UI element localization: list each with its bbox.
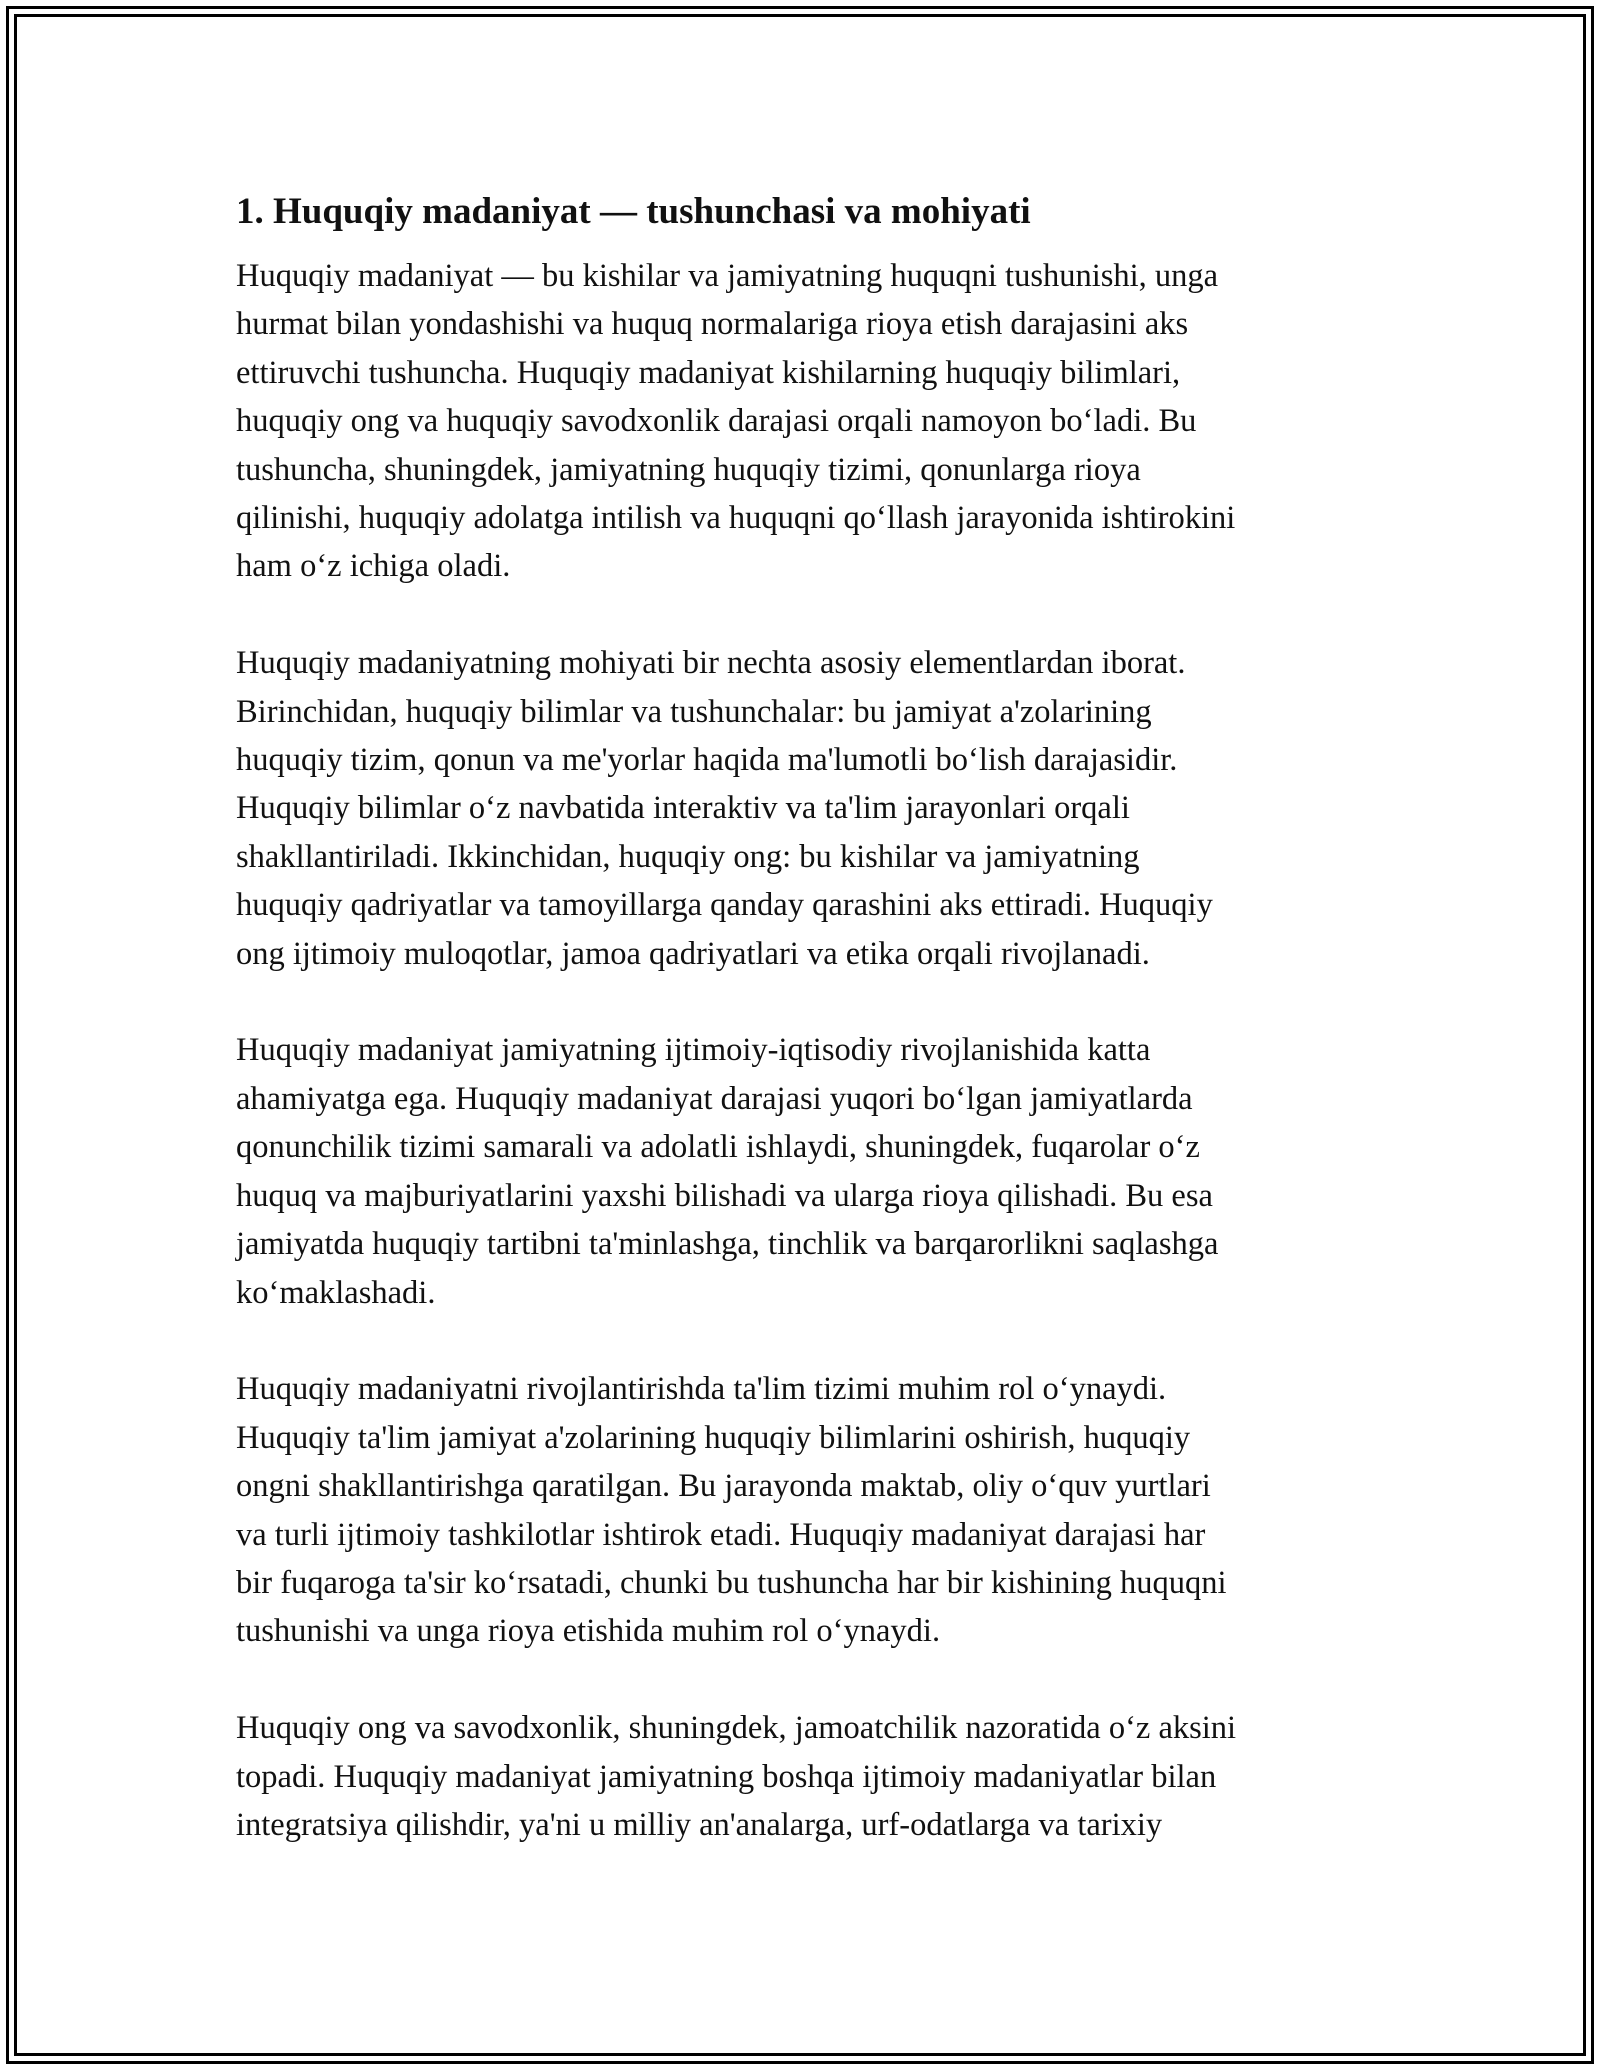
paragraph-line: huquq va majburiyatlarini yaxshi bilishadi va ularga rioya qilishadi. Bu esa (236, 1177, 1213, 1214)
section-heading: 1. Huquqiy madaniyat — tushunchasi va mohiyati (236, 191, 1031, 232)
paragraph-line: tushunishi va unga rioya etishida muhim rol oʻynaydi. (236, 1613, 941, 1650)
paragraph-line: ham oʻz ichiga oladi. (236, 548, 511, 585)
paragraph-line: Huquqiy madaniyatni rivojlantirishda ta'lim tizimi muhim rol oʻynaydi. (236, 1371, 1167, 1408)
paragraph-line: qonunchilik tizimi samarali va adolatli ishlaydi, shuningdek, fuqarolar oʻz (236, 1129, 1200, 1166)
paragraph-line: Huquqiy ta'lim jamiyat a'zolarining huquqiy bilimlarini oshirish, huquqiy (236, 1419, 1191, 1456)
paragraph-line: integratsiya qilishdir, ya'ni u milliy an'analarga, urf-odatlarga va tarixiy (236, 1806, 1163, 1843)
paragraph-list (236, 252, 1376, 1849)
paragraph-line: shakllantiriladi. Ikkinchidan, huquqiy ong: bu kishilar va jamiyatning (236, 838, 1140, 875)
paragraph-line: huquqiy tizim, qonun va me'yorlar haqida ma'lumotli boʻlish darajasidir. (236, 742, 1178, 779)
paragraph (236, 252, 1376, 591)
paragraph-line: topadi. Huquqiy madaniyat jamiyatning boshqa ijtimoiy madaniyatlar bilan (236, 1758, 1217, 1795)
paragraph-line: huquqiy qadriyatlar va tamoyillarga qanday qarashini aks ettiradi. Huquqiy (236, 887, 1213, 924)
paragraph-line: qilinishi, huquqiy adolatga intilish va huquqni qoʻllash jarayonida ishtirokini (236, 500, 1236, 537)
paragraph-line: Birinchidan, huquqiy bilimlar va tushunchalar: bu jamiyat a'zolarining (236, 693, 1152, 730)
paragraph-line: ongni shakllantirishga qaratilgan. Bu jarayonda maktab, oliy oʻquv yurtlari (236, 1468, 1211, 1505)
paragraph-line: Huquqiy ong va savodxonlik, shuningdek, jamoatchilik nazoratida oʻz aksini (236, 1710, 1237, 1747)
paragraph-line: huquqiy ong va huquqiy savodxonlik darajasi orqali namoyon boʻladi. Bu (236, 403, 1197, 440)
paragraph-line: jamiyatda huquqiy tartibni ta'minlashga, tinchlik va barqarorlikni saqlashga (236, 1226, 1219, 1263)
paragraph-line: ettiruvchi tushuncha. Huquqiy madaniyat kishilarning huquqiy bilimlari, (236, 354, 1181, 391)
paragraph-line: Huquqiy madaniyat jamiyatning ijtimoiy-iqtisodiy rivojlanishida katta (236, 1032, 1151, 1069)
paragraph-line: koʻmaklashadi. (236, 1274, 436, 1311)
paragraph-line: tushuncha, shuningdek, jamiyatning huquqiy tizimi, qonunlarga rioya (236, 451, 1141, 488)
paragraph (236, 1365, 1376, 1655)
paragraph-line: Huquqiy madaniyat — bu kishilar va jamiyatning huquqni tushunishi, unga (236, 258, 1219, 294)
paragraph-line: bir fuqaroga ta'sir koʻrsatadi, chunki bu tushuncha har bir kishining huquqni (236, 1564, 1227, 1601)
document-body (236, 188, 1376, 1898)
paragraph (236, 1704, 1376, 1849)
paragraph (236, 639, 1376, 978)
paragraph-line: Huquqiy bilimlar oʻz navbatida interaktiv va ta'lim jarayonlari orqali (236, 790, 1130, 827)
paragraph (236, 1026, 1376, 1316)
paragraph-line: ahamiyatga ega. Huquqiy madaniyat darajasi yuqori boʻlgan jamiyatlarda (236, 1080, 1193, 1117)
paragraph-line: va turli ijtimoiy tashkilotlar ishtirok etadi. Huquqiy madaniyat darajasi har (236, 1516, 1206, 1553)
paragraph-line: Huquqiy madaniyatning mohiyati bir nechta asosiy elementlardan iborat. (236, 645, 1186, 682)
paragraph-line: hurmat bilan yondashishi va huquq normalariga rioya etish darajasini aks (236, 306, 1189, 343)
paragraph-line: ong ijtimoiy muloqotlar, jamoa qadriyatlari va etika orqali rivojlanadi. (236, 935, 1150, 972)
